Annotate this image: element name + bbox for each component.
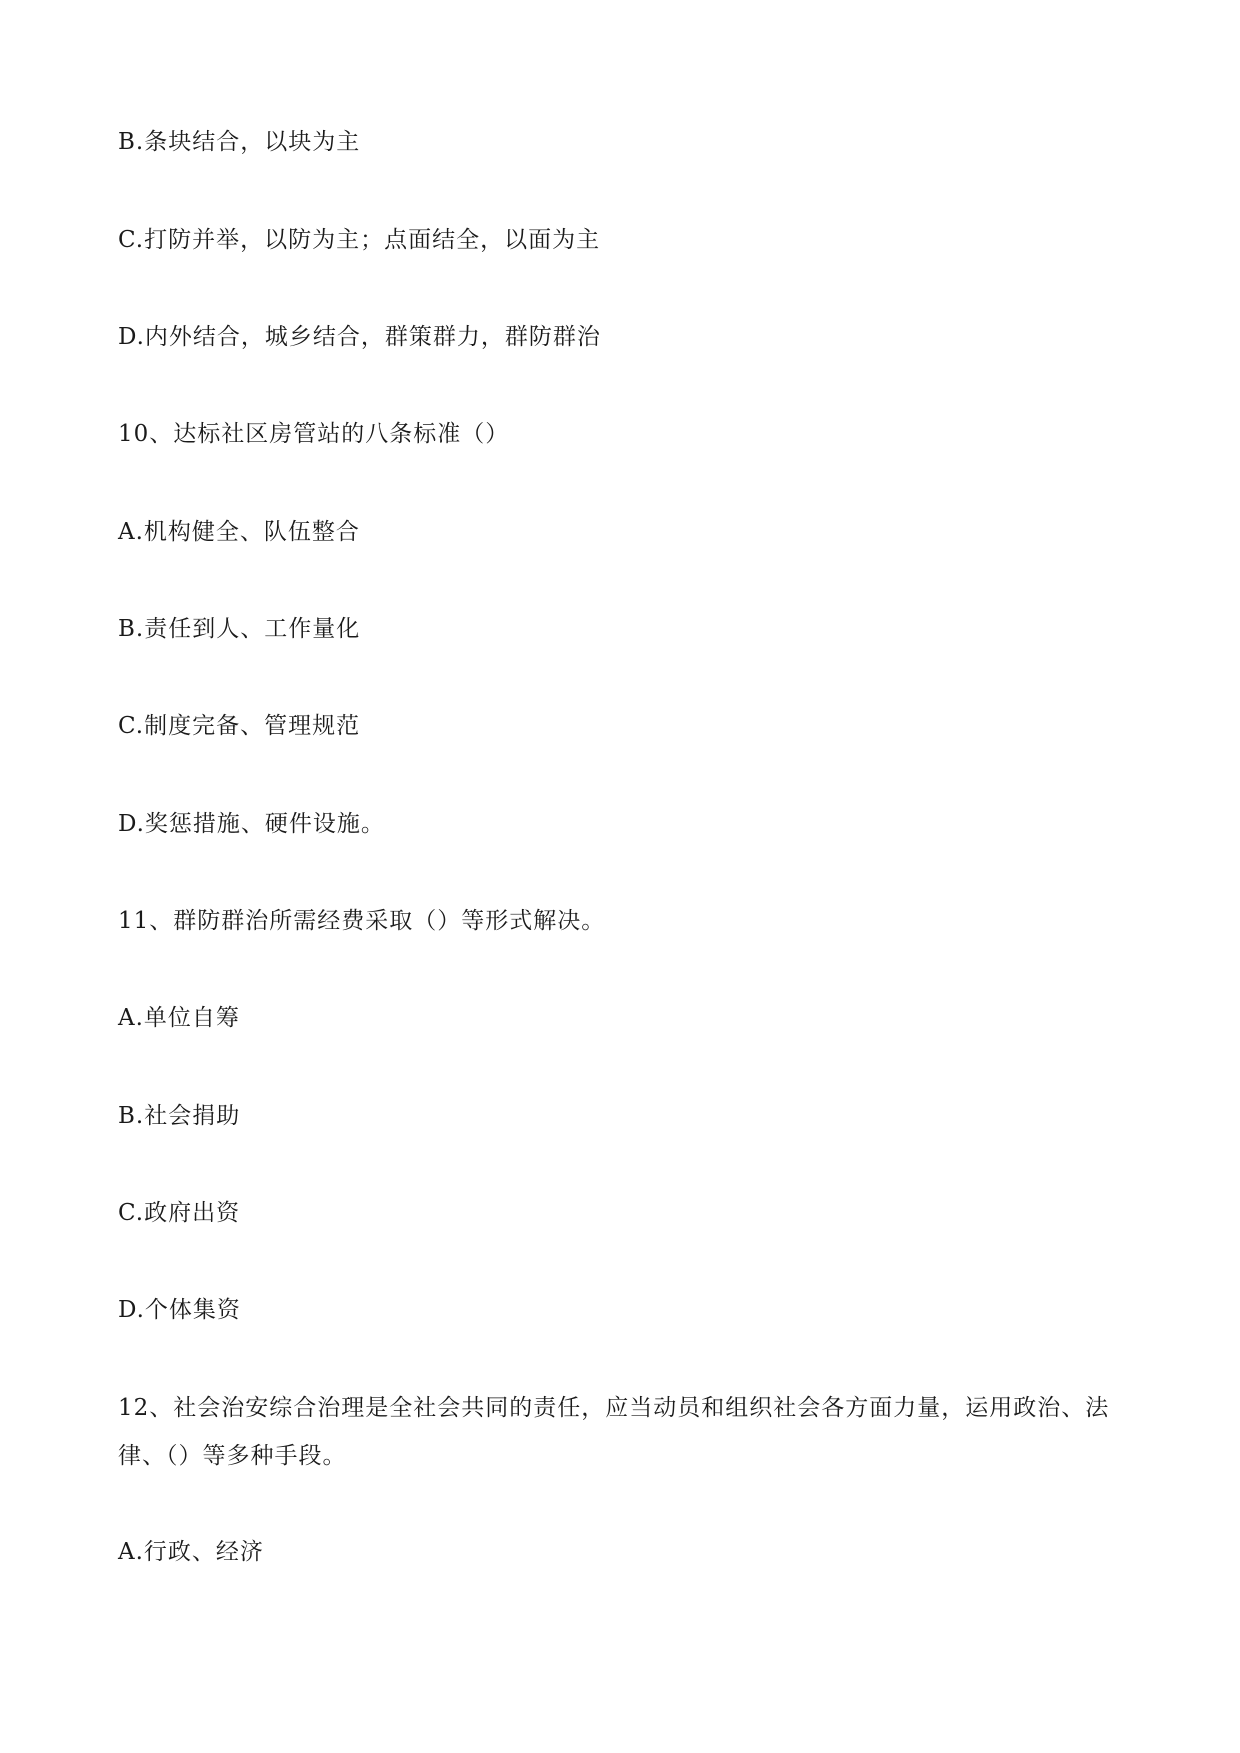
question-12: 12、社会治安综合治理是全社会共同的责任，应当动员和组织社会各方面力量，运用政治、法律、（）等多种手段。 — [118, 1395, 1110, 1469]
question-11: 11、群防群治所需经费采取（）等形式解决。 — [118, 908, 606, 934]
question-10: 10、达标社区房管站的八条标准（） — [118, 421, 510, 447]
option-b-q10: B.责任到人、工作量化 — [118, 616, 361, 642]
option-d-q10: D.奖惩措施、硬件设施。 — [118, 811, 385, 837]
option-c-q11: C.政府出资 — [118, 1200, 241, 1226]
option-d-q11: D.个体集资 — [118, 1297, 241, 1323]
option-d-q9: D.内外结合，城乡结合，群策群力，群防群治 — [118, 324, 601, 350]
option-c-q10: C.制度完备、管理规范 — [118, 713, 361, 739]
option-a-q12: A.行政、经济 — [118, 1539, 264, 1565]
option-b-q11: B.社会捐助 — [118, 1103, 241, 1129]
option-a-q10: A.机构健全、队伍整合 — [118, 519, 360, 545]
option-c-q9: C.打防并举，以防为主；点面结全，以面为主 — [118, 227, 601, 253]
option-b-q9: B.条块结合，以块为主 — [118, 129, 361, 155]
option-a-q11: A.单位自筹 — [118, 1005, 240, 1031]
